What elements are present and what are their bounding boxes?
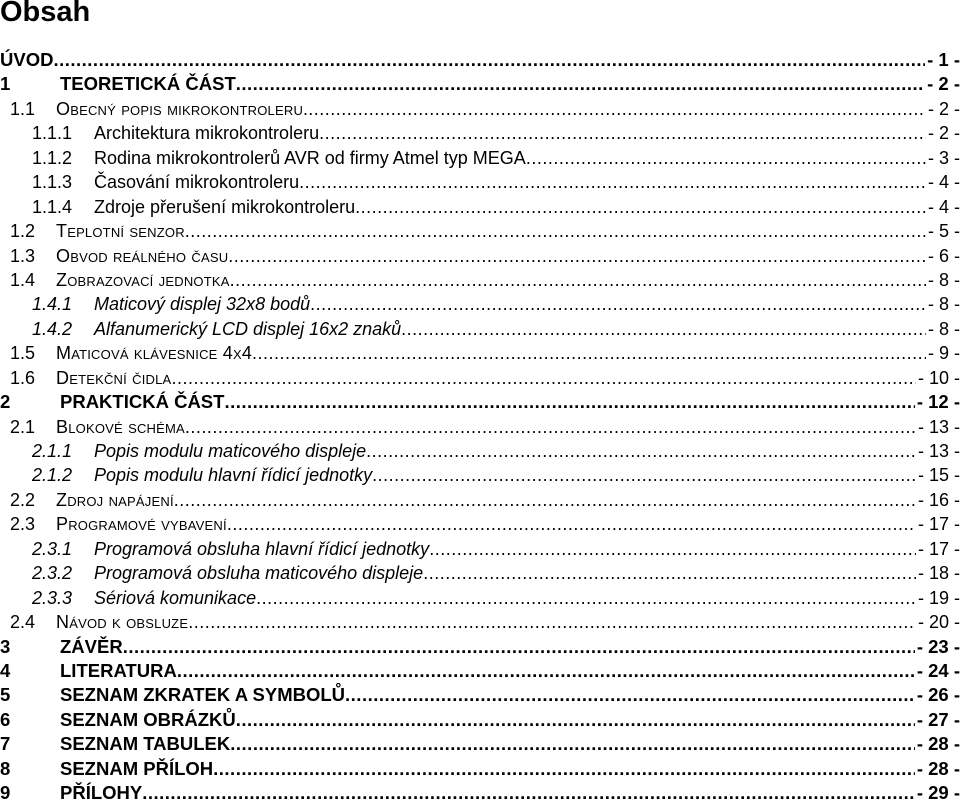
toc-entry-number: 5: [0, 684, 11, 706]
toc-entry[interactable]: [0, 708, 960, 732]
toc-entry-number: 2.1: [10, 416, 36, 437]
toc-entry-title: Zdroj napájení: [56, 489, 174, 510]
toc-entry[interactable]: [0, 439, 960, 463]
dot-leader: [372, 463, 916, 487]
toc-entry-number: 9: [0, 782, 11, 804]
toc-entry-page: - 6 -: [927, 245, 960, 266]
dot-leader: [429, 537, 916, 561]
toc-entry[interactable]: [0, 586, 960, 610]
toc-entry-page: - 28 -: [916, 733, 960, 755]
toc-entry-title: PŘÍLOHY: [60, 782, 143, 804]
toc-entry-title: Návod k obsluze: [56, 612, 189, 633]
dot-leader: [171, 366, 916, 390]
dot-leader: [401, 317, 926, 341]
toc-entry-title: Maticový displej 32x8 bodů: [94, 294, 311, 315]
toc-entry-number: 3: [0, 635, 11, 657]
toc-entry-title: SEZNAM OBRÁZKŮ: [60, 708, 236, 730]
toc-entry-title: SEZNAM ZKRATEK A SYMBOLŮ: [60, 684, 346, 706]
toc-entry-page: - 13 -: [917, 416, 960, 437]
toc-entry-page: - 27 -: [916, 708, 960, 730]
dot-leader: [227, 512, 916, 536]
toc-entry[interactable]: [0, 635, 960, 659]
toc-entry-page: - 9 -: [927, 343, 960, 364]
toc-entry-number: 1: [0, 73, 11, 95]
toc-entry-page: - 17 -: [917, 538, 960, 559]
toc-entry-number: 2.2: [10, 489, 36, 510]
page-title: Obsah: [0, 0, 91, 28]
toc-entry-number: 2.3: [10, 514, 36, 535]
toc-entry-page: - 2 -: [927, 73, 960, 95]
toc-entry-title: Architektura mikrokontroleru: [94, 123, 320, 144]
toc-entry[interactable]: [0, 610, 960, 634]
dot-leader: [142, 781, 915, 805]
dot-leader: [252, 341, 926, 365]
toc-entry-page: - 13 -: [917, 441, 960, 461]
toc-entry[interactable]: [0, 366, 960, 390]
toc-entry-number: 2.4: [10, 612, 36, 633]
toc-entry-page: - 8 -: [927, 269, 960, 290]
toc-entry-page: - 20 -: [917, 612, 960, 633]
toc-entry-title: Obvod reálného času: [56, 245, 229, 266]
toc-entry-page: - 3 -: [927, 147, 960, 168]
toc-entry[interactable]: [0, 317, 960, 341]
toc-entry-page: - 10 -: [917, 367, 960, 388]
dot-leader: [345, 683, 915, 707]
toc-entry-page: - 1 -: [927, 49, 960, 70]
toc-entry-number: 1.4.2: [32, 318, 73, 339]
toc-entry-number: 1.4: [10, 269, 36, 290]
toc-entry-title: Zdroje přerušení mikrokontroleru: [94, 196, 356, 217]
dot-leader: [236, 72, 925, 96]
toc-entry-title: Programové vybavení: [56, 514, 227, 535]
toc-entry-page: - 17 -: [917, 514, 960, 535]
dot-leader: [299, 170, 926, 194]
toc-entry-page: - 24 -: [916, 659, 960, 681]
toc-entry[interactable]: [0, 390, 960, 414]
toc-entry[interactable]: [0, 244, 960, 268]
toc-entry[interactable]: [0, 72, 960, 96]
toc-entry[interactable]: [0, 415, 960, 439]
toc-entry-number: 2.3.1: [32, 538, 73, 559]
toc-entry-title: SEZNAM TABULEK: [60, 733, 231, 755]
toc-entry[interactable]: [0, 170, 960, 194]
toc-entry-page: - 5 -: [927, 221, 960, 242]
dot-leader: [526, 146, 926, 170]
toc-entry-page: - 18 -: [917, 563, 960, 584]
dot-leader: [355, 195, 926, 219]
dot-leader: [123, 635, 915, 659]
toc-entry-number: 1.4.1: [32, 294, 73, 315]
toc-entry[interactable]: [0, 292, 960, 316]
dot-leader: [53, 48, 925, 72]
dot-leader: [188, 610, 916, 634]
toc-entry[interactable]: [0, 683, 960, 707]
toc-entry-page: - 15 -: [917, 465, 960, 486]
toc-entry-title: Programová obsluha maticového displeje: [94, 563, 424, 584]
toc-entry-page: - 16 -: [917, 489, 960, 510]
toc-entry-number: 2.3.3: [32, 587, 73, 608]
toc-entry-number: 2: [0, 391, 11, 413]
toc-entry-page: - 8 -: [927, 318, 960, 339]
toc-entry-page: - 4 -: [927, 172, 960, 193]
toc-entry-page: - 4 -: [927, 196, 960, 217]
toc-entry-number: 1.1: [10, 98, 36, 119]
toc-entry[interactable]: [0, 97, 960, 121]
toc-entry-number: 1.2: [10, 221, 36, 242]
toc-entry-title: Obecný popis mikrokontroleru.: [56, 98, 309, 119]
dot-leader: [308, 97, 926, 121]
dot-leader: [185, 415, 916, 439]
toc-entry-title: LITERATURA: [60, 659, 177, 681]
toc-entry-page: - 2 -: [927, 123, 960, 144]
dot-leader: [236, 708, 915, 732]
toc-entry-title: ZÁVĚR: [60, 635, 123, 657]
toc-entry-number: 1.3: [10, 245, 36, 266]
toc-entry-page: - 2 -: [927, 98, 960, 119]
toc-entry[interactable]: [0, 341, 960, 365]
toc-entry-title: Sériová komunikace: [94, 587, 257, 608]
toc-entry[interactable]: [0, 195, 960, 219]
toc-entry-title: Blokové schéma: [56, 416, 185, 437]
dot-leader: [256, 586, 916, 610]
toc-entry-number: 7: [0, 733, 11, 755]
dot-leader: [213, 757, 915, 781]
toc-entry-page: - 28 -: [916, 757, 960, 779]
toc-entry-title: Teplotní senzor: [56, 221, 185, 242]
toc-entry-title: Zobrazovací jednotka: [56, 269, 230, 290]
toc-entry[interactable]: [0, 146, 960, 170]
toc-entry-number: 2.1.1: [32, 441, 73, 461]
toc-entry-number: 2.1.2: [32, 465, 73, 486]
toc-entry-page: - 19 -: [917, 587, 960, 608]
toc-entry[interactable]: [0, 659, 960, 683]
toc-entry[interactable]: [0, 268, 960, 292]
toc-entry-title: Rodina mikrokontrolerů AVR od firmy Atmel typ MEGA: [94, 147, 526, 168]
toc-entry-number: 8: [0, 757, 11, 779]
dot-leader: [366, 439, 916, 463]
toc-entry[interactable]: [0, 121, 960, 145]
toc-entry-number: 1.1.4: [32, 196, 73, 217]
dot-leader: [185, 219, 926, 243]
dot-leader: [319, 121, 926, 145]
toc-entry-title: ÚVOD: [0, 49, 54, 70]
dot-leader: [224, 390, 914, 414]
dot-leader: [230, 732, 915, 756]
toc-entry[interactable]: [0, 463, 960, 487]
table-of-contents: [0, 48, 960, 806]
toc-entry[interactable]: [0, 48, 960, 72]
toc-entry-title: Popis modulu maticového displeje: [94, 441, 367, 461]
toc-entry[interactable]: [0, 781, 960, 805]
toc-entry-number: 2.3.2: [32, 563, 73, 584]
dot-leader: [423, 561, 916, 585]
toc-entry-page: - 29 -: [916, 782, 960, 804]
toc-entry-number: 1.1.1: [32, 123, 73, 144]
toc-entry-number: 1.6: [10, 367, 36, 388]
toc-entry[interactable]: [0, 512, 960, 536]
toc-entry-title: Maticová klávesnice 4x4: [56, 343, 253, 364]
toc-entry-number: 1.1.2: [32, 147, 73, 168]
toc-entry-page: - 23 -: [916, 635, 960, 657]
toc-entry-title: Alfanumerický LCD displej 16x2 znaků: [94, 318, 402, 339]
toc-entry-page: - 8 -: [927, 294, 960, 315]
toc-entry[interactable]: [0, 219, 960, 243]
toc-entry-number: 6: [0, 708, 11, 730]
dot-leader: [230, 268, 926, 292]
toc-entry[interactable]: [0, 757, 960, 781]
dot-leader: [174, 488, 916, 512]
toc-entry-title: SEZNAM PŘÍLOH: [60, 757, 214, 779]
dot-leader: [310, 292, 926, 316]
toc-entry-page: - 12 -: [916, 391, 960, 413]
toc-entry-number: 1.1.3: [32, 172, 73, 193]
toc-entry-number: 4: [0, 659, 11, 681]
toc-entry[interactable]: [0, 732, 960, 756]
toc-entry-page: - 26 -: [916, 684, 960, 706]
toc-entry[interactable]: [0, 488, 960, 512]
toc-entry-title: PRAKTICKÁ ČÁST: [60, 391, 225, 413]
toc-entry-title: Programová obsluha hlavní řídicí jednotky: [94, 538, 430, 559]
dot-leader: [177, 659, 915, 683]
dot-leader: [228, 244, 926, 268]
toc-entry-title: Časování mikrokontroleru: [94, 172, 300, 193]
toc-entry-title: Popis modulu hlavní řídicí jednotky: [94, 465, 373, 486]
toc-entry-title: TEORETICKÁ ČÁST: [60, 73, 236, 95]
toc-entry-title: Detekční čidla: [56, 367, 172, 388]
toc-entry-number: 1.5: [10, 343, 36, 364]
toc-entry[interactable]: [0, 537, 960, 561]
toc-entry[interactable]: [0, 561, 960, 585]
